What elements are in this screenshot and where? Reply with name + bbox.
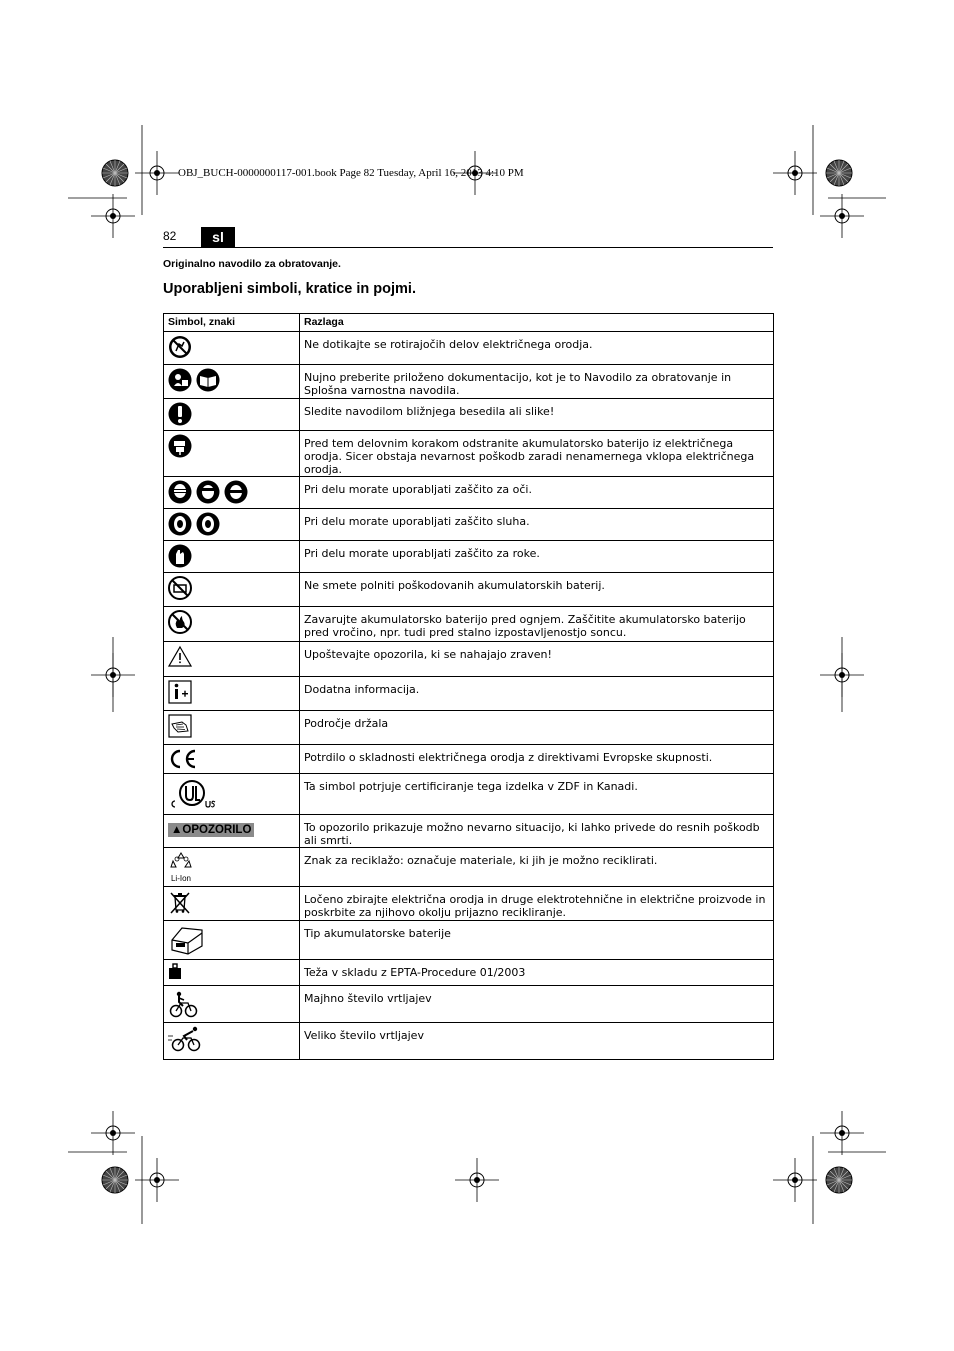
table-row — [164, 642, 774, 677]
description-cell: Ne dotikajte se rotirajočih delov električnega orodja. — [300, 332, 774, 365]
symbol-cell — [164, 774, 300, 815]
table-row — [164, 365, 774, 399]
description-cell: Pri delu morate uporabljati zaščito za oči. — [300, 477, 774, 509]
table-row — [164, 509, 774, 541]
symbol-cell — [164, 642, 300, 677]
symbol-cell — [164, 541, 300, 573]
table-row — [164, 815, 774, 848]
table-row — [164, 774, 774, 815]
description-cell: Potrdilo o skladnosti električnega orodja z direktivami Evropske skupnosti. — [300, 745, 774, 774]
no-charge-damaged-battery-icon — [168, 576, 192, 600]
fast-bicycle-icon — [168, 1026, 202, 1052]
table-row — [164, 960, 774, 986]
section-title: Uporabljeni simboli, kratice in pojmi. — [163, 281, 416, 297]
symbol-cell — [164, 677, 300, 711]
description-cell: Nujno preberite priloženo dokumentacijo, kot je to Navodilo za obratovanje in Splošna varnostna navodila. — [300, 365, 774, 399]
column-header-description: Razlaga — [300, 314, 774, 332]
description-cell: Ne smete polniti poškodovanih akumulatorskih baterij. — [300, 573, 774, 607]
table-row — [164, 848, 774, 887]
table-row — [164, 399, 774, 431]
symbol-cell — [164, 815, 300, 848]
column-header-symbol: Simbol, znaki — [164, 314, 300, 332]
warning-label-text: OPOZORILO — [182, 824, 252, 836]
language-tab: sl — [201, 227, 235, 247]
description-cell: Zavarujte akumulatorsko baterijo pred ognjem. Zaščitite akumulatorsko baterijo pred vročino, npr. tudi pred stalno izpostavljenostjo soncu. — [300, 607, 774, 642]
symbol-cell — [164, 477, 300, 509]
description-cell: Ločeno zbirajte električna orodja in druge elektrotehnične in električne proizvode in poskrbite za njihovo okolju prijazno recikliranje. — [300, 887, 774, 921]
cul-us-mark-icon — [168, 777, 216, 811]
table-row — [164, 1023, 774, 1060]
hand-protection-icon — [168, 544, 192, 568]
page-number: 82 — [163, 229, 177, 243]
symbol-cell — [164, 745, 300, 774]
slow-bicycle-icon — [168, 989, 198, 1019]
table-row — [164, 921, 774, 960]
crossed-bin-icon — [168, 890, 192, 916]
description-cell: Pred tem delovnim korakom odstranite akumulatorsko baterijo iz električnega orodja. Sicer obstaja nevarnost poškodb zaradi nenamernega vklopa električnega orodja. — [300, 431, 774, 477]
symbol-cell — [164, 332, 300, 365]
description-cell: Znak za reciklažo: označuje materiale, ki jih je možno reciklirati. — [300, 848, 774, 887]
eye-protection-icon — [168, 480, 248, 504]
symbol-cell — [164, 960, 300, 986]
header-rule — [163, 247, 773, 248]
table-row — [164, 745, 774, 774]
warning-triangle-icon — [168, 645, 192, 669]
grip-area-icon — [168, 714, 192, 738]
description-cell: Tip akumulatorske baterije — [300, 921, 774, 960]
symbol-cell — [164, 399, 300, 431]
description-cell: Ta simbol potrjuje certificiranje tega izdelka v ZDF in Kanadi. — [300, 774, 774, 815]
table-row — [164, 431, 774, 477]
warning-triangle-icon: ▲ — [171, 824, 183, 836]
table-row — [164, 573, 774, 607]
ce-mark-icon — [168, 748, 198, 770]
symbols-table — [163, 313, 774, 1060]
description-cell: Majhno število vrtljajev — [300, 986, 774, 1023]
description-cell: Področje držala — [300, 711, 774, 745]
do-not-touch-rotating-icon — [168, 335, 192, 359]
warning-label — [168, 823, 254, 837]
symbol-cell — [164, 921, 300, 960]
symbol-cell — [164, 431, 300, 477]
exclamation-icon — [168, 402, 192, 426]
symbol-cell — [164, 365, 300, 399]
battery-pack-icon — [168, 924, 206, 956]
symbol-cell — [164, 607, 300, 642]
symbol-cell — [164, 573, 300, 607]
table-row — [164, 541, 774, 573]
table-header-row — [164, 314, 774, 332]
document-subtitle: Originalno navodilo za obratovanje. — [163, 258, 341, 270]
read-manual-icon — [168, 368, 220, 392]
symbol-cell — [164, 711, 300, 745]
description-cell: Sledite navodilom bližnjega besedila ali slike! — [300, 399, 774, 431]
table-row — [164, 332, 774, 365]
recycling-label: Li-Ion — [170, 874, 191, 883]
print-header: OBJ_BUCH-0000000117-001.book Page 82 Tuesday, April 16, 2013 4:10 PM — [178, 167, 524, 179]
table-row — [164, 607, 774, 642]
remove-battery-icon — [168, 434, 192, 458]
description-cell: Upoštevajte opozorila, ki se nahajajo zraven! — [300, 642, 774, 677]
description-cell: Pri delu morate uporabljati zaščito za roke. — [300, 541, 774, 573]
description-cell: Teža v skladu z EPTA-Procedure 01/2003 — [300, 960, 774, 986]
description-cell: Pri delu morate uporabljati zaščito sluha. — [300, 509, 774, 541]
description-cell: Veliko število vrtljajev — [300, 1023, 774, 1060]
table-row — [164, 986, 774, 1023]
table-row — [164, 887, 774, 921]
protect-battery-heat-icon — [168, 610, 192, 634]
table-row — [164, 711, 774, 745]
symbol-cell — [164, 887, 300, 921]
description-cell: To opozorilo prikazuje možno nevarno situacijo, ki lahko privede do resnih poškodb ali smrti. — [300, 815, 774, 848]
symbol-cell — [164, 848, 300, 887]
info-plus-icon — [168, 680, 192, 704]
symbol-cell — [164, 509, 300, 541]
symbol-cell — [164, 986, 300, 1023]
table-row — [164, 677, 774, 711]
symbol-cell — [164, 1023, 300, 1060]
weight-icon — [168, 963, 184, 981]
description-cell: Dodatna informacija. — [300, 677, 774, 711]
recycling-li-ion-icon — [168, 851, 194, 883]
hearing-protection-icon — [168, 512, 220, 536]
table-row — [164, 477, 774, 509]
